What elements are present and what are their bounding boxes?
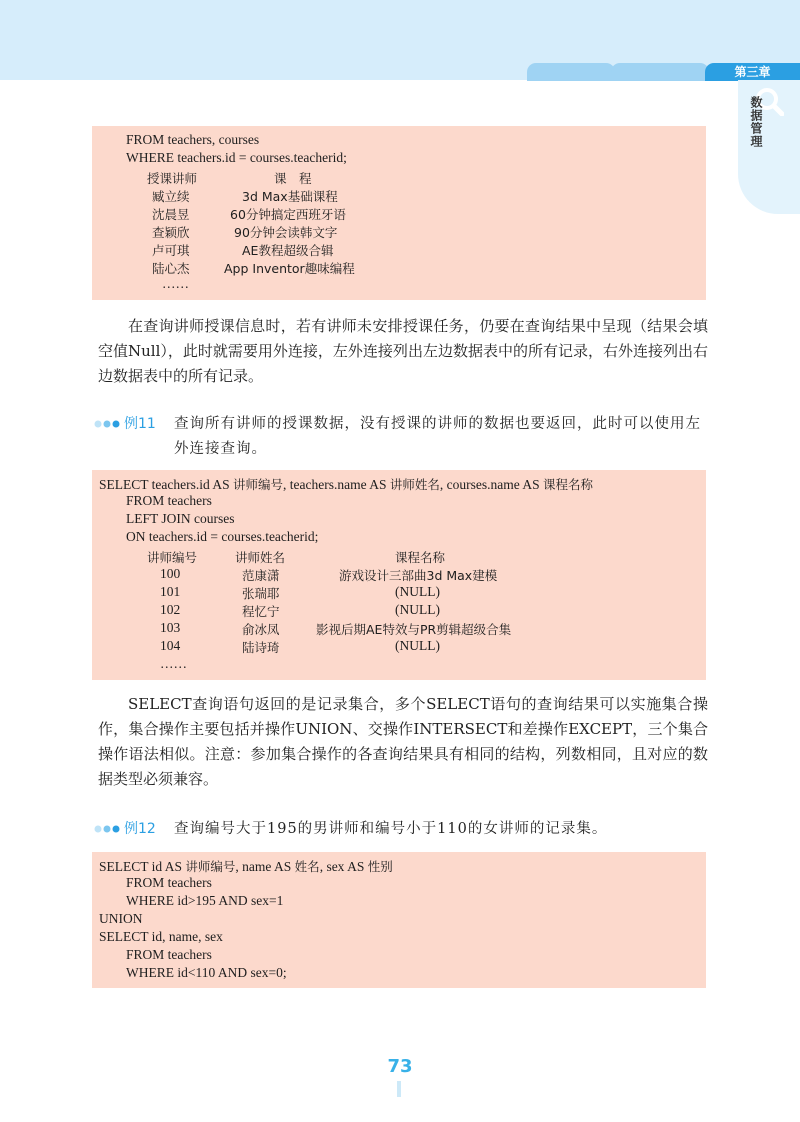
code-line: FROM teachers <box>126 875 212 890</box>
result-cell: 100 <box>160 566 181 581</box>
result-cell: 俞冰凤 <box>242 622 280 637</box>
header-tab-2 <box>611 63 709 81</box>
result-cell: 3d Max基础课程 <box>242 189 338 204</box>
result-cell: App Inventor趣味编程 <box>224 261 355 276</box>
page-number-bar <box>397 1081 401 1097</box>
bullet-dots-icon <box>94 418 124 430</box>
page-number: 73 <box>387 1056 413 1077</box>
result-cell: (NULL) <box>395 638 440 653</box>
bullet-dots-icon <box>94 823 124 835</box>
result-cell: 臧立续 <box>152 189 190 204</box>
code-line: FROM teachers <box>126 947 212 962</box>
result-header: 讲师姓名 <box>235 550 286 565</box>
code-line: FROM teachers, courses <box>126 132 260 147</box>
code-line: WHERE id<110 AND sex=0; <box>126 965 287 980</box>
result-cell: 游戏设计三部曲3d Max建模 <box>339 568 498 583</box>
result-cell: 张瑞耶 <box>242 586 280 601</box>
result-cell: 103 <box>160 620 181 635</box>
result-cell: 102 <box>160 602 181 617</box>
code-line: UNION <box>99 911 143 926</box>
ellipsis: …… <box>162 276 189 291</box>
example-label: 例12 <box>124 821 156 837</box>
code-line: WHERE id>195 AND sex=1 <box>126 893 284 908</box>
code-block-2 <box>92 470 706 680</box>
code-line: SELECT id AS 讲师编号, name AS 姓名, sex AS 性别 <box>99 859 393 874</box>
result-header: 授课讲师 <box>147 171 198 186</box>
result-cell: 101 <box>160 584 181 599</box>
code-line: WHERE teachers.id = courses.teacherid; <box>126 150 347 165</box>
example-label: 例11 <box>124 416 156 432</box>
code-block-3 <box>92 852 706 988</box>
code-line: SELECT teachers.id AS 讲师编号, teachers.name AS 讲师姓名, courses.name AS 课程名称 <box>99 477 593 492</box>
result-cell: 影视后期AE特效与PR剪辑超级合集 <box>316 622 512 637</box>
result-cell: 104 <box>160 638 181 653</box>
code-line: ON teachers.id = courses.teacherid; <box>126 529 319 544</box>
result-cell: 范康潇 <box>242 568 280 583</box>
result-cell: 陆诗琦 <box>242 640 280 655</box>
side-label: 数据管理 <box>749 96 763 148</box>
result-cell: 沈晨昱 <box>152 207 190 222</box>
example-text: 查询编号大于195的男讲师和编号小于110的女讲师的记录集。 <box>174 821 608 837</box>
result-cell: 60分钟搞定西班牙语 <box>230 207 346 222</box>
result-cell: (NULL) <box>395 584 440 599</box>
chapter-tab: 第三章 <box>705 63 800 81</box>
paragraph-2 <box>98 692 708 792</box>
paragraph-1 <box>98 314 708 389</box>
result-cell: 查颖欣 <box>152 225 190 240</box>
paragraph-text: 在查询讲师授课信息时，若有讲师未安排授课任务，仍要在查询结果中呈现（结果会填空值Null），此时就需要用外连接，左外连接列出左边数据表中的所有记录，右外连接列出右边数据表中的所有记录。 <box>98 317 708 385</box>
ellipsis: …… <box>160 656 187 671</box>
result-cell: AE教程超级合辑 <box>242 243 334 258</box>
result-header: 讲师编号 <box>147 550 198 565</box>
result-header: 课程名称 <box>395 550 446 565</box>
code-line: LEFT JOIN courses <box>126 511 235 526</box>
result-cell: 陆心杰 <box>152 261 190 276</box>
result-cell: 程忆宁 <box>242 604 280 619</box>
header-tab-1 <box>527 63 615 81</box>
result-cell: (NULL) <box>395 602 440 617</box>
paragraph-text: SELECT查询语句返回的是记录集合，多个SELECT语句的查询结果可以实施集合操作，集合操作主要包括并操作UNION、交操作INTERSECT和差操作EXCEPT，三个集合操作语法相似。注意：参加集合操作的各查询结果具有相同的结构，列数相同，且对应的数据类型必须兼容。 <box>98 695 708 788</box>
result-cell: 90分钟会读韩文字 <box>234 225 338 240</box>
code-block-1 <box>92 126 706 300</box>
result-cell: 卢可琪 <box>152 243 190 258</box>
code-line: FROM teachers <box>126 493 212 508</box>
example-text: 查询所有讲师的授课数据，没有授课的讲师的数据也要返回，此时可以使用左外连接查询。 <box>174 416 701 457</box>
result-header: 课 程 <box>274 171 312 186</box>
code-line: SELECT id, name, sex <box>99 929 223 944</box>
